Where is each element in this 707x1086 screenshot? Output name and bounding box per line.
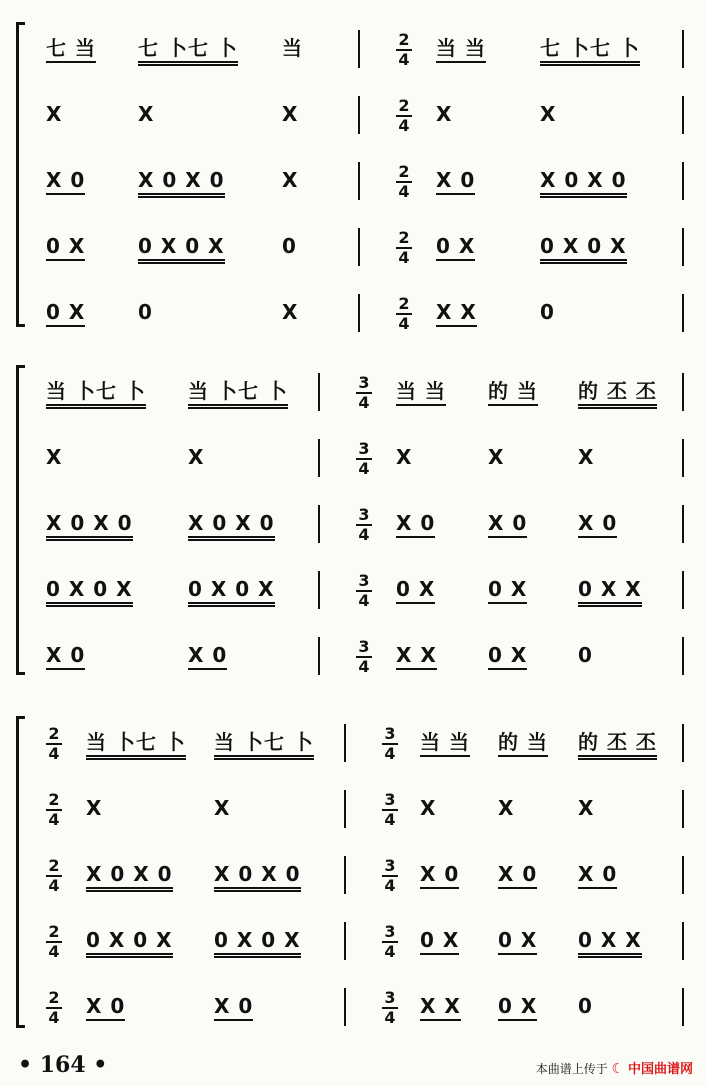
- bar-line: [358, 294, 360, 332]
- time-signature-numerator: 2: [396, 230, 412, 249]
- time-signature-denominator: 4: [48, 1008, 60, 1027]
- time-signature-denominator: 4: [48, 942, 60, 961]
- bar-line: [318, 637, 320, 675]
- end-bar-line: [682, 30, 684, 68]
- rhythm-cell: X: [498, 796, 515, 820]
- end-bar-line: [682, 505, 684, 543]
- rhythm-cell: 0 X 0 X: [188, 577, 275, 607]
- time-signature-numerator: 3: [356, 507, 372, 526]
- time-signature: [396, 98, 412, 134]
- bar-line: [344, 856, 346, 894]
- time-signature-denominator: 4: [358, 525, 370, 544]
- rhythm-cell: X 0 X 0: [46, 511, 133, 541]
- rhythm-cell: X 0: [214, 994, 253, 1021]
- bar-line: [358, 96, 360, 134]
- rhythm-cell: X X: [436, 300, 477, 327]
- end-bar-line: [682, 724, 684, 762]
- time-signature: [382, 726, 398, 762]
- rhythm-cell: X: [46, 445, 63, 469]
- bar-line: [344, 988, 346, 1026]
- bar-line: [318, 373, 320, 411]
- rhythm-cell: X: [578, 796, 595, 820]
- rhythm-cell: X 0 X 0: [138, 168, 225, 198]
- rhythm-cell: X X: [420, 994, 461, 1021]
- rhythm-cell: X: [46, 102, 63, 126]
- time-signature-denominator: 4: [384, 744, 396, 763]
- rhythm-cell: 当 卜七 卜: [46, 379, 146, 409]
- time-signature: [382, 924, 398, 960]
- time-signature-numerator: 2: [46, 990, 62, 1009]
- end-bar-line: [682, 228, 684, 266]
- rhythm-cell: X: [188, 445, 205, 469]
- rhythm-cell: X: [86, 796, 103, 820]
- rhythm-cell: X: [488, 445, 505, 469]
- rhythm-cell: X: [282, 102, 299, 126]
- bar-line: [318, 505, 320, 543]
- time-signature-denominator: 4: [398, 182, 410, 201]
- time-signature: [382, 990, 398, 1026]
- time-signature-denominator: 4: [48, 876, 60, 895]
- time-signature: [356, 441, 372, 477]
- time-signature-numerator: 2: [396, 296, 412, 315]
- time-signature-denominator: 4: [384, 942, 396, 961]
- time-signature: [382, 792, 398, 828]
- rhythm-cell: 0 X: [46, 234, 85, 261]
- rhythm-cell: 七 当: [46, 36, 96, 63]
- score-system: [0, 716, 707, 1028]
- time-signature-denominator: 4: [358, 393, 370, 412]
- rhythm-cell: 当 当: [420, 730, 470, 757]
- end-bar-line: [682, 294, 684, 332]
- end-bar-line: [682, 856, 684, 894]
- time-signature: [396, 296, 412, 332]
- time-signature-denominator: 4: [358, 657, 370, 676]
- rhythm-cell: 七 卜七 卜: [138, 36, 238, 66]
- rhythm-cell: 0 X 0 X: [540, 234, 627, 264]
- rhythm-cell: 当 当: [396, 379, 446, 406]
- time-signature-numerator: 2: [46, 792, 62, 811]
- time-signature-numerator: 3: [356, 573, 372, 592]
- rhythm-cell: X: [214, 796, 231, 820]
- time-signature-denominator: 4: [398, 50, 410, 69]
- bar-line: [344, 790, 346, 828]
- rhythm-cell: X 0: [396, 511, 435, 538]
- rhythm-cell: X 0: [436, 168, 475, 195]
- system-bracket: [16, 716, 27, 1028]
- score-system: [0, 365, 707, 675]
- bar-line: [318, 571, 320, 609]
- page-number: • 164 •: [18, 1052, 108, 1078]
- time-signature-numerator: 2: [46, 924, 62, 943]
- time-signature-denominator: 4: [384, 1008, 396, 1027]
- rhythm-cell: X 0 X 0: [540, 168, 627, 198]
- rhythm-cell: 0 X: [488, 643, 527, 670]
- rhythm-cell: X 0: [46, 643, 85, 670]
- time-signature-numerator: 2: [396, 98, 412, 117]
- rhythm-cell: X: [138, 102, 155, 126]
- rhythm-cell: 0 X: [498, 928, 537, 955]
- rhythm-cell: 0 X 0 X: [138, 234, 225, 264]
- bar-line: [344, 922, 346, 960]
- time-signature-numerator: 3: [356, 375, 372, 394]
- time-signature: [356, 639, 372, 675]
- upload-credit: [536, 1058, 693, 1077]
- rhythm-cell: X X: [396, 643, 437, 670]
- time-signature-numerator: 3: [382, 990, 398, 1009]
- rhythm-cell: 的 当: [488, 379, 538, 406]
- site-logo-icon: ☾: [611, 1061, 625, 1077]
- rhythm-cell: X 0 X 0: [214, 862, 301, 892]
- time-signature: [382, 858, 398, 894]
- rhythm-cell: X 0: [578, 511, 617, 538]
- rhythm-cell: 当 卜七 卜: [214, 730, 314, 760]
- system-bracket: [16, 365, 27, 675]
- time-signature-denominator: 4: [358, 591, 370, 610]
- rhythm-cell: X 0: [420, 862, 459, 889]
- rhythm-cell: X 0: [46, 168, 85, 195]
- rhythm-cell: 0 X: [396, 577, 435, 604]
- end-bar-line: [682, 373, 684, 411]
- rhythm-cell: 0 X: [420, 928, 459, 955]
- end-bar-line: [682, 988, 684, 1026]
- bar-line: [358, 228, 360, 266]
- rhythm-cell: 当: [282, 36, 303, 60]
- rhythm-cell: X 0: [86, 994, 125, 1021]
- rhythm-cell: X: [578, 445, 595, 469]
- rhythm-cell: 0 X: [46, 300, 85, 327]
- time-signature: [356, 507, 372, 543]
- time-signature-numerator: 3: [382, 792, 398, 811]
- rhythm-cell: 0: [578, 643, 593, 667]
- time-signature: [46, 792, 62, 828]
- time-signature: [396, 230, 412, 266]
- time-signature-numerator: 2: [396, 32, 412, 51]
- rhythm-cell: 0 X: [436, 234, 475, 261]
- rhythm-cell: 0 X 0 X: [86, 928, 173, 958]
- time-signature-numerator: 2: [46, 726, 62, 745]
- bar-line: [344, 724, 346, 762]
- rhythm-cell: X: [436, 102, 453, 126]
- rhythm-cell: 0 X: [498, 994, 537, 1021]
- time-signature-numerator: 3: [382, 726, 398, 745]
- rhythm-cell: X 0: [578, 862, 617, 889]
- time-signature-numerator: 2: [396, 164, 412, 183]
- rhythm-cell: X: [282, 168, 299, 192]
- credit-text: 本曲谱上传于: [535, 1062, 608, 1076]
- time-signature-denominator: 4: [358, 459, 370, 478]
- time-signature-denominator: 4: [384, 876, 396, 895]
- bar-line: [358, 30, 360, 68]
- time-signature: [396, 32, 412, 68]
- time-signature-denominator: 4: [384, 810, 396, 829]
- rhythm-cell: X: [420, 796, 437, 820]
- bar-line: [358, 162, 360, 200]
- time-signature: [396, 164, 412, 200]
- rhythm-cell: X 0 X 0: [86, 862, 173, 892]
- end-bar-line: [682, 922, 684, 960]
- rhythm-cell: 当 当: [436, 36, 486, 63]
- time-signature: [356, 375, 372, 411]
- time-signature-denominator: 4: [398, 314, 410, 333]
- rhythm-cell: 当 卜七 卜: [188, 379, 288, 409]
- end-bar-line: [682, 439, 684, 477]
- rhythm-cell: 0 X X: [578, 577, 642, 607]
- time-signature-numerator: 3: [382, 858, 398, 877]
- time-signature-denominator: 4: [398, 116, 410, 135]
- rhythm-cell: 0 X: [488, 577, 527, 604]
- score-system: [0, 22, 707, 333]
- rhythm-cell: X 0: [488, 511, 527, 538]
- rhythm-cell: 0 X 0 X: [214, 928, 301, 958]
- time-signature: [46, 726, 62, 762]
- rhythm-cell: X 0: [188, 643, 227, 670]
- time-signature-denominator: 4: [48, 744, 60, 763]
- rhythm-cell: 当 卜七 卜: [86, 730, 186, 760]
- time-signature-denominator: 4: [48, 810, 60, 829]
- time-signature: [46, 990, 62, 1026]
- rhythm-cell: 的 当: [498, 730, 548, 757]
- bar-line: [318, 439, 320, 477]
- time-signature: [356, 573, 372, 609]
- time-signature-numerator: 3: [356, 639, 372, 658]
- end-bar-line: [682, 96, 684, 134]
- time-signature: [46, 924, 62, 960]
- rhythm-cell: 0 X X: [578, 928, 642, 958]
- rhythm-cell: 的 丕 丕: [578, 730, 657, 760]
- rhythm-cell: 七 卜七 卜: [540, 36, 640, 66]
- system-bracket: [16, 22, 27, 327]
- rhythm-cell: 的 丕 丕: [578, 379, 657, 409]
- time-signature-numerator: 3: [382, 924, 398, 943]
- rhythm-cell: 0: [540, 300, 555, 324]
- rhythm-cell: 0: [138, 300, 153, 324]
- rhythm-cell: X 0: [498, 862, 537, 889]
- rhythm-cell: 0: [282, 234, 297, 258]
- site-name: 中国曲谱网: [627, 1062, 693, 1077]
- end-bar-line: [682, 162, 684, 200]
- rhythm-cell: 0: [578, 994, 593, 1018]
- rhythm-cell: X: [540, 102, 557, 126]
- time-signature-denominator: 4: [398, 248, 410, 267]
- rhythm-cell: X: [396, 445, 413, 469]
- end-bar-line: [682, 571, 684, 609]
- time-signature-numerator: 3: [356, 441, 372, 460]
- rhythm-cell: X 0 X 0: [188, 511, 275, 541]
- end-bar-line: [682, 790, 684, 828]
- time-signature: [46, 858, 62, 894]
- end-bar-line: [682, 637, 684, 675]
- time-signature-numerator: 2: [46, 858, 62, 877]
- rhythm-cell: X: [282, 300, 299, 324]
- rhythm-cell: 0 X 0 X: [46, 577, 133, 607]
